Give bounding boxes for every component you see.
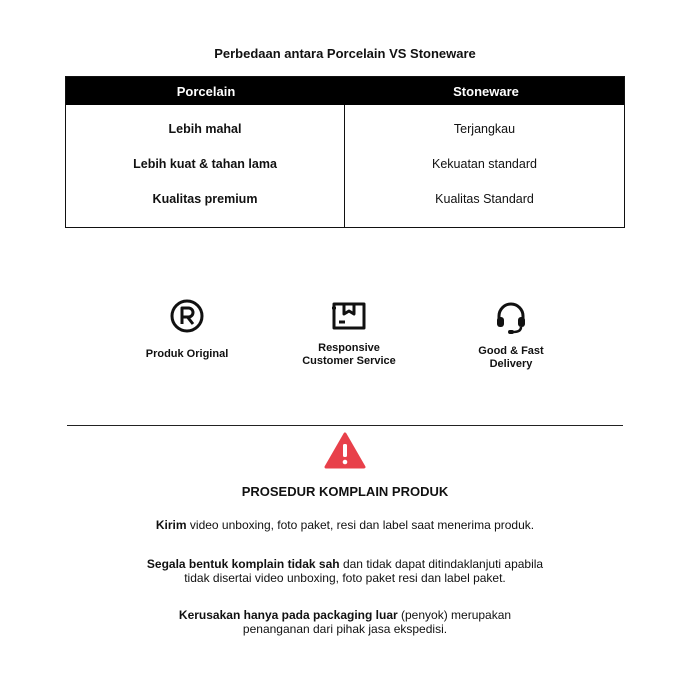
porcelain-cell: Kualitas premium [152, 192, 258, 206]
comparison-header [66, 77, 624, 105]
page-title: Perbedaan antara Porcelain VS Stoneware [214, 46, 476, 61]
stoneware-column [345, 105, 624, 227]
feature-customer-service [274, 296, 424, 368]
feature-label: Responsive Customer Service [302, 342, 396, 367]
porcelain-column [66, 105, 345, 227]
procedure-paragraph-3: Kerusakan hanya pada packaging luar (penyok) merupakan penanganan dari pihak jasa ekspedisi. [178, 608, 512, 636]
feature-original [112, 296, 262, 361]
section-divider [67, 425, 623, 426]
header-porcelain: Porcelain [176, 83, 236, 99]
warning-icon [324, 432, 366, 470]
porcelain-cell: Lebih kuat & tahan lama [133, 157, 277, 171]
feature-delivery [436, 298, 586, 371]
headset-icon [436, 298, 586, 338]
package-icon [274, 296, 424, 336]
header-stoneware: Stoneware [453, 83, 519, 99]
registered-icon [112, 296, 262, 336]
stoneware-cell: Kualitas Standard [435, 192, 534, 206]
feature-label: Good & Fast Delivery [478, 345, 544, 370]
stoneware-cell: Kekuatan standard [432, 157, 537, 171]
feature-label: Produk Original [145, 348, 229, 360]
porcelain-cell: Lebih mahal [168, 122, 242, 136]
feature-list [0, 296, 690, 386]
procedure-paragraph-2: Segala bentuk komplain tidak sah dan tidak dapat ditindaklanjuti apabila tidak disertai video unboxing, foto paket resi dan label paket. [146, 557, 544, 585]
comparison-table [65, 76, 625, 228]
procedure-paragraph-1: Kirim video unboxing, foto paket, resi dan label saat menerima produk. [155, 518, 535, 532]
stoneware-cell: Terjangkau [453, 122, 516, 136]
procedure-title: PROSEDUR KOMPLAIN PRODUK [241, 484, 449, 499]
